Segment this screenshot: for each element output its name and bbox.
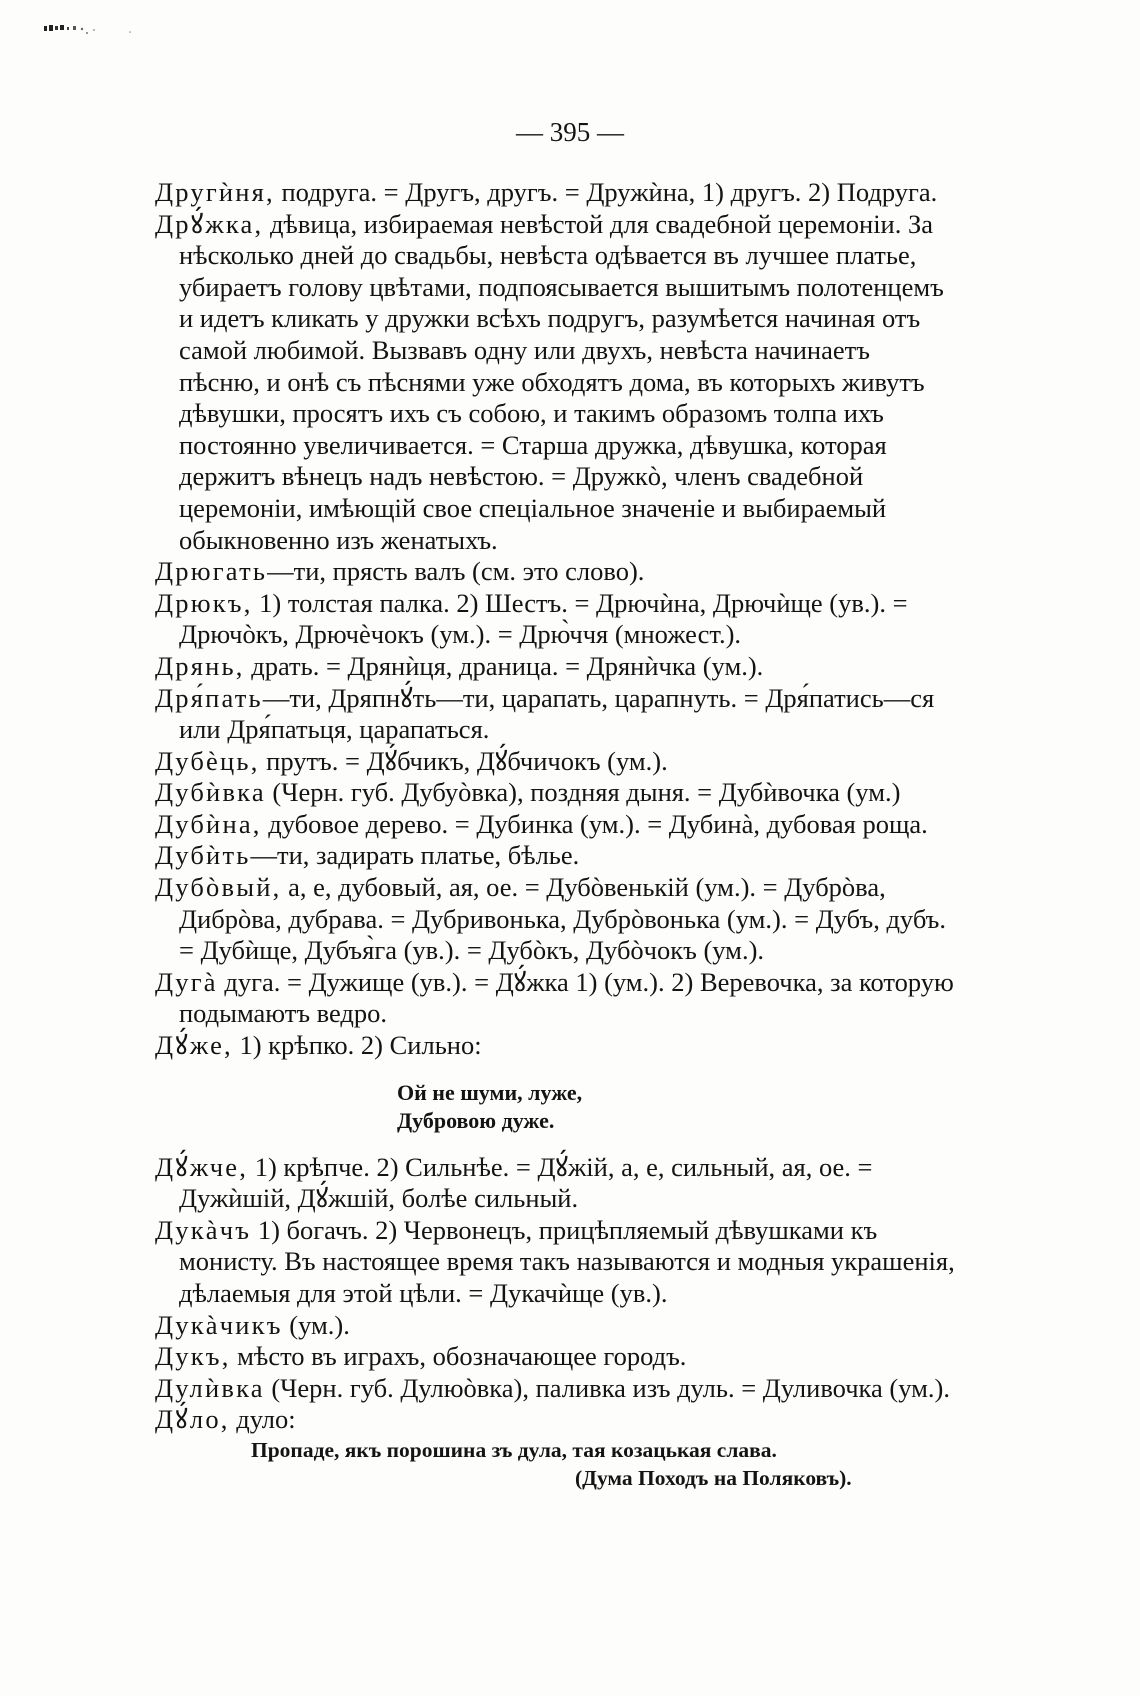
definition: а, е, дубовый, ая, ое. = Дубòвенькій (ум.). = Дубрòва, Дибрòва, дубрава. = Дубривонька, Дубрòвонька (ум.). = Дубъ, дубъ. = Дубѝще, Дубъя̀га (ув.). = Дубòкъ, Дубòчокъ (ум.). [179, 872, 946, 966]
entry-dulo [155, 1404, 955, 1436]
entry-dubyna [155, 809, 955, 841]
entry-duha [155, 967, 955, 1030]
definition: (ум.). [282, 1309, 350, 1340]
headword: Дубѝна, [155, 808, 262, 839]
definition: 1) богачъ. 2) Червонецъ, прицѣпляемый дѣвушками къ монисту. Въ настоящее время такъ называются и модныя украшенія, дѣлаемыя для этой цѣли. = Дукачѝще (ув.). [179, 1214, 955, 1308]
definition: подруга. = Другъ, другъ. = Дружѝна, 1) другъ. 2) Подруга. [274, 177, 938, 207]
dictionary-text [155, 177, 955, 1492]
entry-dubyty [155, 840, 955, 872]
definition: дубовое дерево. = Дубинка (ум.). = Дубинà, дубовая роща. [261, 808, 928, 839]
verse-example [155, 1079, 955, 1135]
quote-line: Пропаде, якъ порошина зъ дула, тая козацькая слава. [251, 1437, 777, 1462]
definition: (Черн. губ. Дулюòвка), паливка изъ дуль. = Дуливочка (ум.). [264, 1372, 950, 1403]
definition: мѣсто въ играхъ, обозначающее городъ. [230, 1341, 687, 1372]
definition: дѣвица, избираемая невѣстой для свадебной церемоніи. За нѣсколько дней до свадьбы, невѣста одѣвается въ лучшее платье, убираетъ голову цвѣтами, подпоясывается вышитымъ полотенцемъ и идетъ кликать у дружки всѣхъ подругъ, разумѣется начиная отъ самой любимой. Вызвавъ одну или двухъ, невѣста начинаетъ пѣсню, и онѣ съ пѣснями уже обходятъ дома, въ которыхъ живутъ дѣвушки, просятъ ихъ съ собою, и такимъ образомъ толпа ихъ постоянно увеличивается. = Старша дружка, дѣвушка, которая держитъ вѣнецъ надъ невѣстою. = Дружкò, членъ свадебной церемоніи, имѣющій свое спеціальное значеніе и выбираемый обыкновенно изъ женатыхъ. [179, 208, 944, 555]
entry-druhynia [155, 177, 955, 209]
definition: 1) крѣпко. 2) Сильно: [232, 1030, 482, 1061]
headword: Дубòвый, [155, 872, 282, 903]
entry-dukach [155, 1215, 955, 1310]
verse-line: Ой не шуми, луже, [397, 1079, 583, 1105]
headword: Дубѐць, [155, 745, 260, 776]
definition: дуло: [229, 1404, 296, 1435]
entry-dulyvka [155, 1373, 955, 1405]
headword: Дꙋ́жче, [155, 1151, 249, 1182]
definition: (Черн. губ. Дубуòвка), поздняя дыня. = Дубѝвочка (ум.) [265, 777, 901, 808]
headword: Дрюгать [155, 556, 268, 587]
headword: Дрянь, [155, 650, 245, 681]
definition: 1) крѣпче. 2) Сильнѣе. = Дꙋ́жій, а, е, сильный, ая, ое. = Дужѝшій, Дꙋ́жшій, болѣе сильный. [179, 1151, 873, 1214]
entry-driuk [155, 588, 955, 651]
page-number: — 395 — [516, 117, 624, 147]
headword: Дрꙋ́жка, [155, 208, 264, 239]
headword: Дукъ, [155, 1341, 231, 1372]
definition: —ти, задирать платье, бѣлье. [250, 840, 580, 871]
headword: Дугà [155, 966, 218, 997]
headword: Дрюкъ, [155, 587, 253, 618]
definition: 1) толстая палка. 2) Шестъ. = Дрючѝна, Дрючѝще (ув.). = Дрючòкъ, Дрючѐчокъ (ум.). = Дрю̀ччя (множест.). [179, 587, 908, 650]
definition: —ти, прясть валъ (см. это слово). [267, 556, 645, 587]
entry-duzhe [155, 1030, 955, 1062]
definition: дуга. = Дужище (ув.). = Дꙋ́жка 1) (ум.). 2) Веревочка, за которую подымаютъ ведро. [179, 966, 954, 1029]
quote-example [155, 1436, 955, 1492]
verse-line: Дубровою дуже. [397, 1107, 555, 1133]
entry-druzhka [155, 209, 955, 557]
headword: Дря́пать [155, 682, 263, 713]
headword: Другѝня, [155, 177, 275, 207]
definition: прутъ. = Дꙋ́бчикъ, Дꙋ́бчичокъ (ум.). [259, 745, 668, 776]
definition: —ти, Дряпнꙋ́ть—ти, царапать, царапнуть. = Дря́патись—ся или Дря́патьця, царапаться. [179, 682, 935, 745]
entry-driuhaty [155, 556, 955, 588]
headword: Дулѝвка [155, 1372, 265, 1403]
entry-dubets [155, 746, 955, 778]
quote-source: (Дума Походъ на Поляковъ). [575, 1465, 852, 1490]
entry-dukachyk [155, 1310, 955, 1342]
entry-dubyvka [155, 777, 955, 809]
entry-duk [155, 1341, 955, 1373]
headword: Дукàчикъ [155, 1309, 283, 1340]
entry-drian [155, 651, 955, 683]
entry-duzhche [155, 1152, 955, 1215]
entry-dubovyi [155, 872, 955, 967]
headword: Дубѝвка [155, 777, 266, 808]
entry-driapaty [155, 683, 955, 746]
definition: драть. = Дрянѝця, драница. = Дрянѝчка (ум.). [244, 650, 764, 681]
headword: Дукàчъ [155, 1214, 252, 1245]
headword: Дꙋ́же, [155, 1030, 233, 1061]
headword: Дубѝть [155, 840, 251, 871]
print-specks [40, 20, 160, 40]
headword: Дꙋ́ло, [155, 1404, 230, 1435]
